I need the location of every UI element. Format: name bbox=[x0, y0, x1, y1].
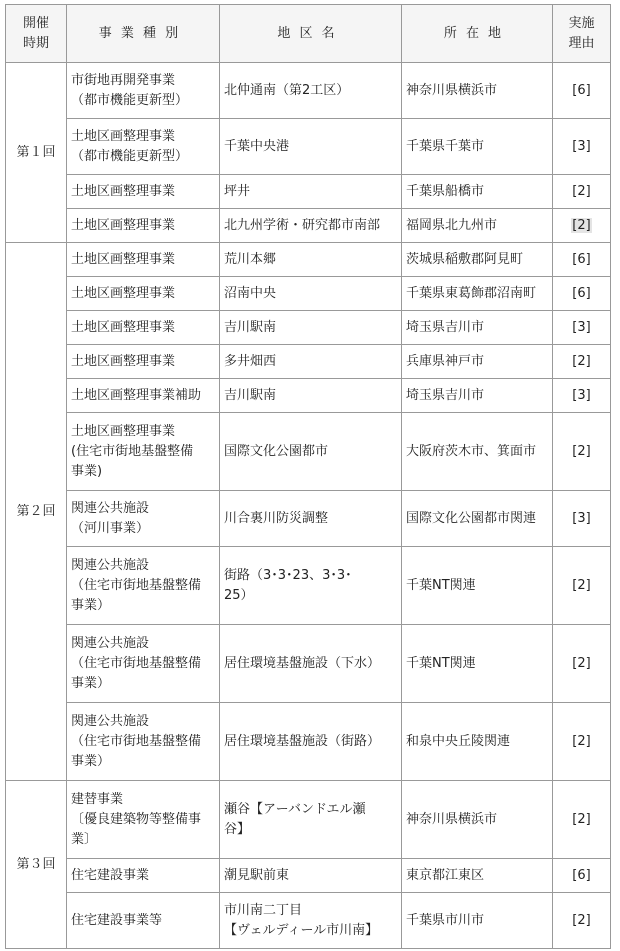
cell-line: 市川南二丁目 bbox=[224, 902, 303, 918]
table-row bbox=[6, 311, 611, 345]
project-type-cell bbox=[67, 175, 220, 209]
cell-line: （住宅市街地基盤整備 bbox=[71, 733, 202, 749]
session-cell: 第３回 bbox=[6, 781, 67, 949]
location-cell: 埼玉県吉川市 bbox=[402, 379, 553, 413]
district-name-cell bbox=[220, 379, 402, 413]
cell-line: (住宅市街地基盤整備 bbox=[71, 443, 194, 459]
table-row bbox=[6, 63, 611, 119]
header-reason: 実施 理由 bbox=[553, 5, 611, 63]
cell-line: 北九州学術・研究都市南部 bbox=[224, 217, 381, 233]
project-type-cell bbox=[67, 277, 220, 311]
table-row bbox=[6, 781, 611, 859]
cell-line: （都市機能更新型） bbox=[71, 148, 189, 164]
header-session: 開催 時期 bbox=[6, 5, 67, 63]
table-body bbox=[6, 63, 611, 949]
location-cell: 千葉NT関連 bbox=[402, 547, 553, 625]
cell-line: 事業） bbox=[71, 753, 111, 769]
cell-line: 関連公共施設 bbox=[71, 500, 150, 516]
cell-line: 千葉中央港 bbox=[224, 138, 290, 154]
reason-cell bbox=[553, 209, 611, 243]
district-name-cell bbox=[220, 63, 402, 119]
reason-cell: [6] bbox=[553, 63, 611, 119]
location-cell: 福岡県北九州市 bbox=[402, 209, 553, 243]
location-cell: 和泉中央丘陵関連 bbox=[402, 703, 553, 781]
cell-line: （住宅市街地基盤整備 bbox=[71, 577, 202, 593]
table-row bbox=[6, 893, 611, 949]
project-type-cell bbox=[67, 413, 220, 491]
project-type-cell bbox=[67, 63, 220, 119]
cell-line: 坪井 bbox=[224, 183, 251, 199]
district-name-cell bbox=[220, 625, 402, 703]
district-name-cell bbox=[220, 547, 402, 625]
district-name-cell bbox=[220, 243, 402, 277]
reason-cell: [3] bbox=[553, 491, 611, 547]
project-type-cell bbox=[67, 547, 220, 625]
district-name-cell bbox=[220, 413, 402, 491]
location-cell: 神奈川県横浜市 bbox=[402, 781, 553, 859]
reason-cell: [2] bbox=[553, 547, 611, 625]
cell-line: 荒川本郷 bbox=[224, 251, 277, 267]
cell-line: 土地区画整理事業 bbox=[71, 183, 176, 199]
cell-line: 25） bbox=[224, 587, 254, 603]
cell-line: 土地区画整理事業補助 bbox=[71, 387, 202, 403]
district-name-cell bbox=[220, 345, 402, 379]
table-row bbox=[6, 277, 611, 311]
cell-line: 瀬谷【アーバンドエル瀬 bbox=[224, 801, 366, 817]
cell-line: 土地区画整理事業 bbox=[71, 285, 176, 301]
project-type-cell bbox=[67, 625, 220, 703]
table-row bbox=[6, 491, 611, 547]
header-project-type: 事業種別 bbox=[67, 5, 220, 63]
district-name-cell bbox=[220, 277, 402, 311]
header-location: 所在地 bbox=[402, 5, 553, 63]
reason-cell: [2] bbox=[553, 345, 611, 379]
location-cell: 千葉県市川市 bbox=[402, 893, 553, 949]
project-type-cell bbox=[67, 379, 220, 413]
project-type-cell bbox=[67, 893, 220, 949]
cell-line: （河川事業） bbox=[71, 520, 150, 536]
cell-line: 土地区画整理事業 bbox=[71, 128, 176, 144]
location-cell: 茨城県稲敷郡阿見町 bbox=[402, 243, 553, 277]
district-name-cell bbox=[220, 209, 402, 243]
cell-line: 沼南中央 bbox=[224, 285, 277, 301]
evaluation-table bbox=[5, 4, 611, 949]
cell-line: 川合裏川防災調整 bbox=[224, 510, 329, 526]
cell-line: 居住環境基盤施設（街路） bbox=[224, 733, 381, 749]
reason-cell: [2] bbox=[553, 625, 611, 703]
reason-cell: [3] bbox=[553, 379, 611, 413]
project-type-cell bbox=[67, 491, 220, 547]
reason-cell: [2] bbox=[553, 893, 611, 949]
cell-line: 谷】 bbox=[224, 821, 251, 837]
header-district-name: 地区名 bbox=[220, 5, 402, 63]
district-name-cell bbox=[220, 175, 402, 209]
reason-cell: [3] bbox=[553, 119, 611, 175]
cell-line: 事業) bbox=[71, 463, 103, 479]
district-name-cell bbox=[220, 859, 402, 893]
location-cell: 国際文化公園都市関連 bbox=[402, 491, 553, 547]
district-name-cell bbox=[220, 311, 402, 345]
project-type-cell bbox=[67, 243, 220, 277]
table-row bbox=[6, 413, 611, 491]
table-row bbox=[6, 379, 611, 413]
district-name-cell bbox=[220, 491, 402, 547]
cell-line: 土地区画整理事業 bbox=[71, 217, 176, 233]
cell-line: 事業） bbox=[71, 597, 111, 613]
project-type-cell bbox=[67, 311, 220, 345]
project-type-cell bbox=[67, 859, 220, 893]
district-name-cell bbox=[220, 893, 402, 949]
cell-line: 居住環境基盤施設（下水） bbox=[224, 655, 381, 671]
reason-cell: [6] bbox=[553, 859, 611, 893]
cell-line: 事業） bbox=[71, 675, 111, 691]
cell-line: 国際文化公園都市 bbox=[224, 443, 329, 459]
reason-cell: [6] bbox=[553, 243, 611, 277]
cell-line: 土地区画整理事業 bbox=[71, 251, 176, 267]
project-type-cell bbox=[67, 209, 220, 243]
cell-line: 吉川駅南 bbox=[224, 319, 277, 335]
reason-cell: [2] bbox=[553, 703, 611, 781]
cell-line: 土地区画整理事業 bbox=[71, 423, 176, 439]
location-cell: 千葉県東葛飾郡沼南町 bbox=[402, 277, 553, 311]
table-row bbox=[6, 243, 611, 277]
cell-line: 関連公共施設 bbox=[71, 713, 150, 729]
table-row bbox=[6, 547, 611, 625]
location-cell: 千葉NT関連 bbox=[402, 625, 553, 703]
table-row bbox=[6, 345, 611, 379]
cell-line: 【ヴェルディール市川南】 bbox=[224, 922, 379, 938]
cell-line: 吉川駅南 bbox=[224, 387, 277, 403]
project-type-cell bbox=[67, 781, 220, 859]
table-row bbox=[6, 175, 611, 209]
cell-line: 街路（3･3･23、3･3･ bbox=[224, 567, 352, 583]
cell-line: 建替事業 bbox=[71, 791, 124, 807]
table-row bbox=[6, 209, 611, 243]
cell-line: 北仲通南（第2工区） bbox=[224, 82, 350, 98]
reason-cell: [2] bbox=[553, 781, 611, 859]
reason-cell: [2] bbox=[553, 175, 611, 209]
cell-line: 関連公共施設 bbox=[71, 635, 150, 651]
cell-line: 市街地再開発事業 bbox=[71, 72, 176, 88]
table-row bbox=[6, 119, 611, 175]
district-name-cell bbox=[220, 703, 402, 781]
location-cell: 千葉県千葉市 bbox=[402, 119, 553, 175]
cell-line: 住宅建設事業等 bbox=[71, 912, 163, 928]
reason-highlight: [2] bbox=[572, 217, 591, 233]
cell-line: 〔優良建築物等整備事 bbox=[71, 811, 202, 827]
district-name-cell bbox=[220, 119, 402, 175]
location-cell: 千葉県船橋市 bbox=[402, 175, 553, 209]
location-cell: 埼玉県吉川市 bbox=[402, 311, 553, 345]
session-cell: 第１回 bbox=[6, 63, 67, 243]
location-cell: 東京都江東区 bbox=[402, 859, 553, 893]
district-name-cell bbox=[220, 781, 402, 859]
cell-line: （住宅市街地基盤整備 bbox=[71, 655, 202, 671]
table-row bbox=[6, 703, 611, 781]
reason-cell: [3] bbox=[553, 311, 611, 345]
location-cell: 大阪府茨木市、箕面市 bbox=[402, 413, 553, 491]
session-cell: 第２回 bbox=[6, 243, 67, 781]
cell-line: 潮見駅前東 bbox=[224, 867, 290, 883]
cell-line: 多井畑西 bbox=[224, 353, 277, 369]
cell-line: 関連公共施設 bbox=[71, 557, 150, 573]
reason-cell: [6] bbox=[553, 277, 611, 311]
cell-line: （都市機能更新型） bbox=[71, 92, 189, 108]
cell-line: 業〕 bbox=[71, 831, 98, 847]
cell-line: 住宅建設事業 bbox=[71, 867, 150, 883]
cell-line: 土地区画整理事業 bbox=[71, 353, 176, 369]
location-cell: 兵庫県神戸市 bbox=[402, 345, 553, 379]
reason-cell: [2] bbox=[553, 413, 611, 491]
project-type-cell bbox=[67, 345, 220, 379]
project-type-cell bbox=[67, 119, 220, 175]
location-cell: 神奈川県横浜市 bbox=[402, 63, 553, 119]
table-row bbox=[6, 859, 611, 893]
cell-line: 土地区画整理事業 bbox=[71, 319, 176, 335]
project-type-cell bbox=[67, 703, 220, 781]
header-row bbox=[6, 5, 611, 63]
table-row bbox=[6, 625, 611, 703]
